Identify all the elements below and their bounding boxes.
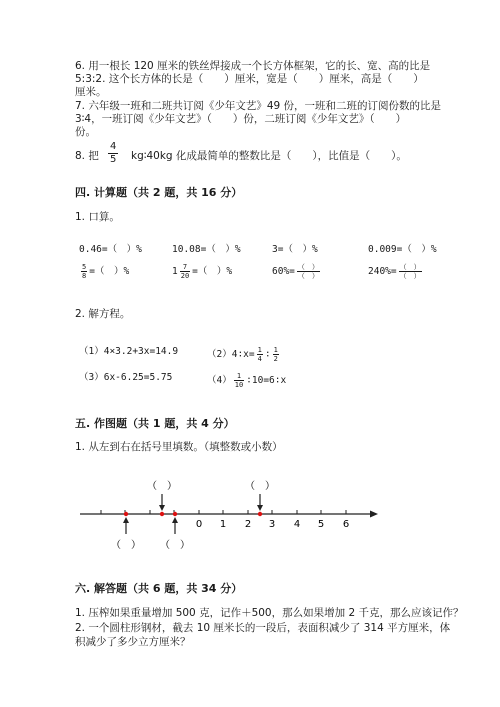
- frac-den: 10: [234, 381, 244, 389]
- frac-num: （ ）: [399, 263, 421, 271]
- section5-q1: 1. 从左到右在括号里填数。（填整数或小数）: [75, 441, 283, 453]
- calc-text: 240%=: [368, 266, 397, 277]
- calc-text: 60%=: [272, 266, 295, 277]
- section6-q1: 1. 压榨如果重量增加 500 克，记作＋500，那么如果增加 2 千克，那么应该记作？: [75, 607, 464, 619]
- calc-text: （2）4∶x=: [207, 349, 255, 360]
- up-arrowhead: [172, 517, 178, 523]
- equation-1: （1）4×3.2+3x=14.9: [79, 346, 179, 357]
- q8-suffix: kg∶40kg 化成最简单的整数比是（ ），比值是（ ）。: [131, 150, 407, 162]
- frac-num: 1: [273, 346, 278, 354]
- whole-part: 1: [172, 266, 178, 277]
- answer-blank: （ ）: [245, 481, 275, 492]
- tick-label-2: 2: [244, 519, 252, 530]
- red-point-marker: [160, 512, 164, 516]
- section5-title: 五. 作图题（共 1 题，共 4 分）: [75, 417, 235, 430]
- red-point-marker: [173, 512, 177, 516]
- frac-num: （ ）: [297, 263, 319, 271]
- tick-label-0: 0: [195, 519, 203, 530]
- q6-line1: 6. 用一根长 120 厘米的铁丝焊接成一个长方体框架，它的长、宽、高的比是: [75, 60, 431, 72]
- frac-num: 1: [257, 346, 262, 354]
- mental-math-title: 1. 口算。: [75, 211, 120, 223]
- tick-label-3: 3: [268, 519, 276, 530]
- number-line-figure: [0, 475, 500, 565]
- calc-r1-c1: 0.46=（ ）%: [79, 244, 142, 255]
- q8-frac-num: 4: [110, 141, 117, 152]
- down-arrowhead: [159, 505, 165, 511]
- tick-label-5: 5: [317, 519, 325, 530]
- q8-frac-den: 5: [110, 154, 117, 165]
- q7-line1: 7. 六年级一班和二班共订阅《少年文艺》49 份，一班和二班的订阅份数的比是: [75, 100, 442, 112]
- frac-num: 5: [82, 263, 87, 271]
- up-arrowhead: [123, 517, 129, 523]
- calc-r2-c1: [79, 263, 129, 280]
- calc-r2-c4: [368, 263, 424, 280]
- answer-blank: （ ）: [147, 481, 177, 492]
- equation-2: [207, 346, 281, 363]
- q8-fraction: [108, 141, 118, 166]
- calc-r2-c2: [172, 263, 232, 280]
- calc-r1-c3: 3=（ ）%: [272, 244, 318, 255]
- answer-blank: （ ）: [111, 540, 141, 551]
- equation-3: （3）6x-6.25=5.75: [79, 372, 173, 383]
- calc-r1-c4: 0.009=（ ）%: [368, 244, 437, 255]
- frac-den: 8: [82, 272, 87, 280]
- red-point-marker: [124, 512, 128, 516]
- calc-text: （4）: [207, 375, 232, 386]
- section6-q2-line1: 2. 一个圆柱形钢材，截去 10 厘米长的一段后，表面积减少了 314 平方厘米，体: [75, 622, 451, 634]
- tick-label-4: 4: [293, 519, 301, 530]
- section4-title: 四. 计算题（共 2 题，共 16 分）: [75, 186, 243, 199]
- calc-text: =（ ）%: [89, 266, 130, 277]
- red-point-marker: [258, 512, 262, 516]
- calc-text: ∶10=6∶x: [246, 375, 287, 386]
- q7-line3: 份。: [75, 126, 96, 138]
- calc-r1-c2: 10.08=（ ）%: [172, 244, 241, 255]
- axis-arrowhead: [370, 511, 378, 518]
- section6-title: 六. 解答题（共 6 题，共 34 分）: [75, 582, 243, 595]
- q7-line2: 3∶4，一班订阅《少年文艺》（ ）份，二班订阅《少年文艺》（ ）: [75, 113, 407, 125]
- frac-den: 20: [180, 272, 190, 280]
- tick-label-1: 1: [219, 519, 227, 530]
- frac-num: 1: [234, 372, 244, 381]
- frac-den: （ ）: [399, 272, 421, 280]
- solve-equations-title: 2. 解方程。: [75, 308, 131, 320]
- frac-num: 7: [180, 263, 190, 272]
- down-arrowhead: [257, 505, 263, 511]
- frac-den: 4: [257, 355, 262, 363]
- q6-line2: 5:3:2. 这个长方体的长是（ ）厘米，宽是（ ）厘米，高是（ ）: [75, 73, 424, 85]
- calc-text: =（ ）%: [192, 266, 233, 277]
- calc-r2-c3: [272, 263, 322, 280]
- frac-den: （ ）: [297, 272, 319, 280]
- equation-4: [207, 372, 286, 389]
- frac-den: 2: [273, 355, 278, 363]
- q6-line3: 厘米。: [75, 86, 107, 98]
- section6-q2-line2: 积减少了多少立方厘米？: [75, 636, 191, 648]
- q8-prefix: 8. 把: [75, 150, 99, 162]
- answer-blank: （ ）: [160, 540, 190, 551]
- calc-text: ∶: [264, 349, 271, 360]
- tick-label-6: 6: [342, 519, 350, 530]
